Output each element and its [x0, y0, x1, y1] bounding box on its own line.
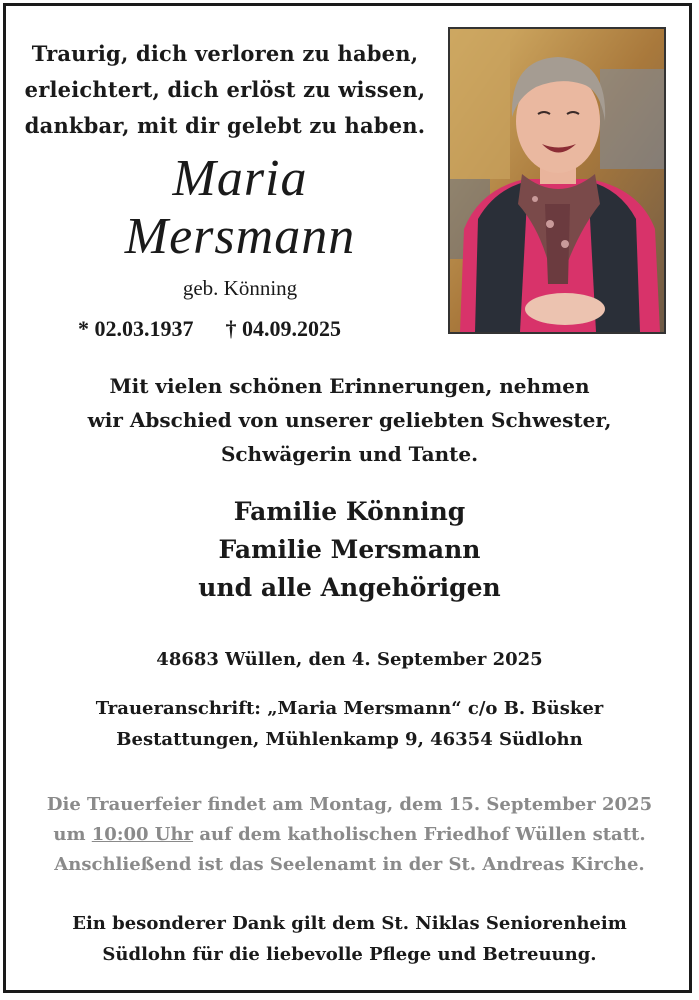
address-line: Bestattungen, Mühlenkamp 9, 46354 Südlohn	[116, 729, 583, 750]
mourning-families	[20, 493, 679, 607]
service-line-prefix: um	[53, 824, 92, 845]
thanks-line: Südlohn für die liebevolle Pflege und Betreuung.	[102, 944, 597, 965]
portrait-photo	[448, 27, 666, 334]
birth-date: * 02.03.1937	[78, 316, 194, 341]
portrait-illustration	[450, 29, 664, 332]
first-name: Maria	[172, 150, 308, 207]
poem	[20, 36, 430, 144]
service-time: 10:00 Uhr	[91, 824, 194, 845]
family-line: Familie Könning	[233, 497, 466, 526]
farewell-line: wir Abschied von unserer geliebten Schwester,	[87, 408, 612, 432]
deceased-name	[20, 150, 460, 266]
service-line-suffix: auf dem katholischen Friedhof Wüllen statt.	[193, 824, 646, 845]
funeral-service-info	[20, 790, 679, 880]
service-line: Die Trauerfeier findet am Montag, dem 15. September 2025	[46, 794, 653, 815]
life-dates	[78, 316, 438, 342]
poem-line: erleichtert, dich erlöst zu wissen,	[24, 77, 426, 102]
poem-line: Traurig, dich verloren zu haben,	[31, 41, 419, 66]
family-line: und alle Angehörigen	[198, 573, 501, 602]
service-line: Anschließend ist das Seelenamt in der St. Andreas Kirche.	[54, 854, 645, 875]
birth-name: geb. Könning	[182, 276, 298, 300]
poem-line: dankbar, mit dir gelebt zu haben.	[24, 113, 426, 138]
farewell-line: Schwägerin und Tante.	[220, 442, 479, 466]
family-line: Familie Mersmann	[218, 535, 481, 564]
last-name: Mersmann	[124, 208, 356, 265]
farewell-text	[20, 369, 679, 471]
thanks-text	[20, 908, 679, 970]
place-and-date: 48683 Wüllen, den 4. September 2025	[156, 649, 543, 670]
service-line	[20, 820, 679, 850]
farewell-line: Mit vielen schönen Erinnerungen, nehmen	[109, 374, 590, 398]
thanks-line: Ein besonderer Dank gilt dem St. Niklas Seniorenheim	[72, 913, 627, 934]
mourning-address	[20, 693, 679, 755]
address-line: Traueranschrift: „Maria Mersmann“ c/o B. Büsker	[95, 698, 604, 719]
death-date: † 04.09.2025	[225, 316, 341, 341]
